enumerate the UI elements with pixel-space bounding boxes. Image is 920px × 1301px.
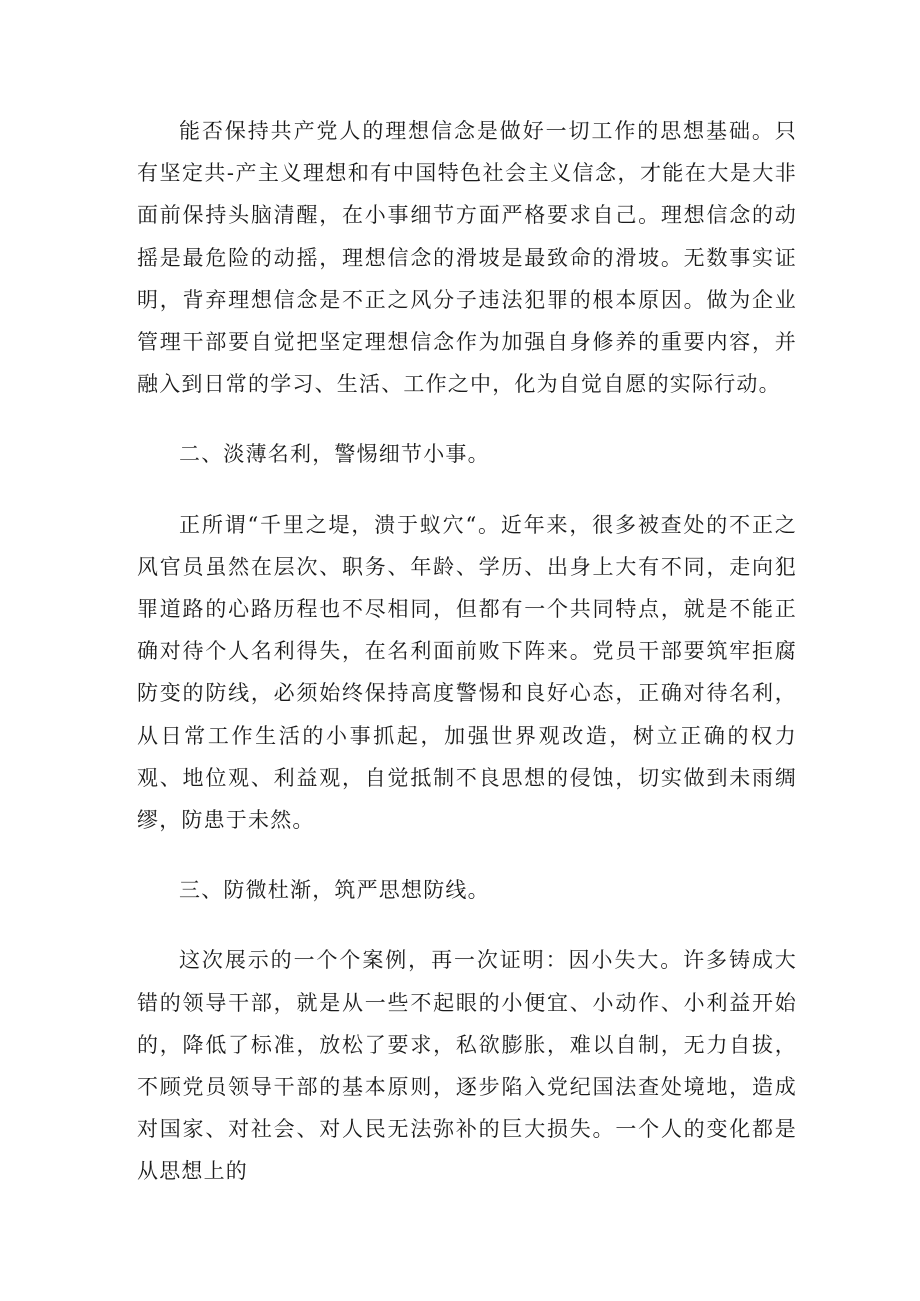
section-heading-2: 二、淡薄名利，警惕细节小事。: [179, 442, 490, 467]
paragraph-fame-and-gain: 正所谓“千里之堤，溃于蚁穴“。近年来，很多被查处的不正之风官员虽然在层次、职务、年龄、学历、出身上大有不同，走向犯罪道路的心路历程也不尽相同，但都有一个共同特点，就是不能正确对待个人名利得失，在名利面前败下阵来。党员干部要筑牢拒腐防变的防线，必须始终保持高度警惕和良好心态，正确对待名利，从日常工作生活的小事抓起，加强世界观改造，树立正确的权力观、地位观、利益观，自觉抵制不良思想的侵蚀，切实做到未雨绸缪，防患于未然。: [137, 512, 797, 833]
paragraph-prevention: 这次展示的一个个案例，再一次证明：因小失大。许多铸成大错的领导干部，就是从一些不起眼的小便宜、小动作、小利益开始的，降低了标准，放松了要求，私欲膨胀，难以自制，无力自拔，不顾党员领导干部的基本原则，逐步陷入党纪国法查处境地，造成对国家、对社会、对人民无法弥补的巨大损失。一个人的变化都是从思想上的: [137, 948, 797, 1184]
document-body: [137, 110, 797, 1193]
section-heading-3: 三、防微杜渐，筑严思想防线。: [179, 878, 490, 903]
paragraph-ideals: 能否保持共产党人的理想信念是做好一切工作的思想基础。只有坚定共-产主义理想和有中国特色社会主义信念，才能在大是大非面前保持头脑清醒，在小事细节方面严格要求自己。理想信念的动摇是最危险的动摇，理想信念的滑坡是最致命的滑坡。无数事实证明，背弃理想信念是不正之风分子违法犯罪的根本原因。做为企业管理干部要自觉把坚定理想信念作为加强自身修养的重要内容，并融入到日常的学习、生活、工作之中，化为自觉自愿的实际行动。: [137, 119, 797, 397]
